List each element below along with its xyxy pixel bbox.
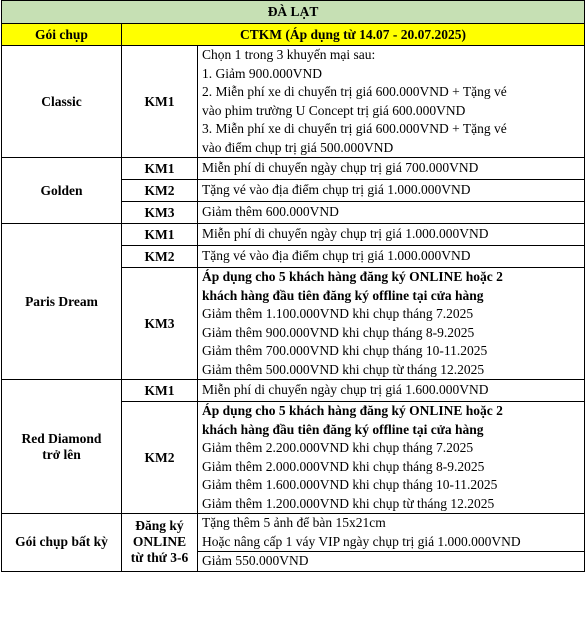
table-title: ĐÀ LẠT: [2, 1, 585, 24]
promo-description: Miễn phí di chuyển ngày chụp trị giá 1.600.000VND: [198, 380, 585, 402]
promo-description: Miễn phí di chuyển ngày chụp trị giá 1.000.000VND: [198, 224, 585, 246]
table-row: [2, 514, 585, 552]
promo-code: KM1: [122, 46, 198, 158]
promo-description: Tặng vé vào địa điểm chụp trị giá 1.000.000VND: [198, 246, 585, 268]
promo-table: [1, 0, 585, 572]
promo-code: KM1: [122, 224, 198, 246]
promo-description: Chọn 1 trong 3 khuyến mại sau: 1. Giảm 900.000VND 2. Miễn phí xe di chuyển trị giá 600.000VND + Tặng vé vào phim trường U Concept trị giá 600.000VND 3. Miễn phí xe di chuyển trị giá 600.000VND + Tặng vé vào điểm chụp trị giá 500.000VND: [198, 46, 585, 158]
header-package: Gói chụp: [2, 24, 122, 46]
header-row: [2, 24, 585, 46]
promo-description: Giảm 550.000VND: [198, 552, 585, 572]
promo-code: KM2: [122, 246, 198, 268]
package-name: Golden: [2, 158, 122, 224]
promo-description: Tặng thêm 5 ảnh để bàn 15x21cm Hoặc nâng cấp 1 váy VIP ngày chụp trị giá 1.000.000VND: [198, 514, 585, 552]
table-row: [2, 224, 585, 246]
promo-description: Tặng vé vào địa điểm chụp trị giá 1.000.000VND: [198, 180, 585, 202]
promo-code: KM3: [122, 202, 198, 224]
promo-code: Đăng ký ONLINE từ thứ 3-6: [122, 514, 198, 572]
promo-code: KM3: [122, 268, 198, 380]
promo-code: KM1: [122, 158, 198, 180]
promo-description: Giảm thêm 600.000VND: [198, 202, 585, 224]
header-promo: CTKM (Áp dụng từ 14.07 - 20.07.2025): [122, 24, 585, 46]
promo-description: Áp dụng cho 5 khách hàng đăng ký ONLINE hoặc 2 khách hàng đầu tiên đăng ký offline tại cửa hàng Giảm thêm 1.100.000VND khi chụp tháng 7.2025 Giảm thêm 900.000VND khi chụp tháng 8-9.2025 Giảm thêm 700.000VND khi chụp tháng 10-11.2025 Giảm thêm 500.000VND khi chụp từ tháng 12.2025: [198, 268, 585, 380]
title-row: [2, 1, 585, 24]
promo-code: KM2: [122, 180, 198, 202]
table-row: [2, 46, 585, 158]
table-row: [2, 158, 585, 180]
promo-code: KM2: [122, 402, 198, 514]
table-row: [2, 380, 585, 402]
package-name: Paris Dream: [2, 224, 122, 380]
package-name: Classic: [2, 46, 122, 158]
promo-code: KM1: [122, 380, 198, 402]
package-name: Gói chụp bất kỳ: [2, 514, 122, 572]
promo-description: Miễn phí di chuyển ngày chụp trị giá 700.000VND: [198, 158, 585, 180]
promo-description: Áp dụng cho 5 khách hàng đăng ký ONLINE hoặc 2 khách hàng đầu tiên đăng ký offline tại cửa hàng Giảm thêm 2.200.000VND khi chụp tháng 7.2025 Giảm thêm 2.000.000VND khi chụp tháng 8-9.2025 Giảm thêm 1.600.000VND khi chụp tháng 10-11.2025 Giảm thêm 1.200.000VND khi chụp từ tháng 12.2025: [198, 402, 585, 514]
package-name: Red Diamond trở lên: [2, 380, 122, 514]
